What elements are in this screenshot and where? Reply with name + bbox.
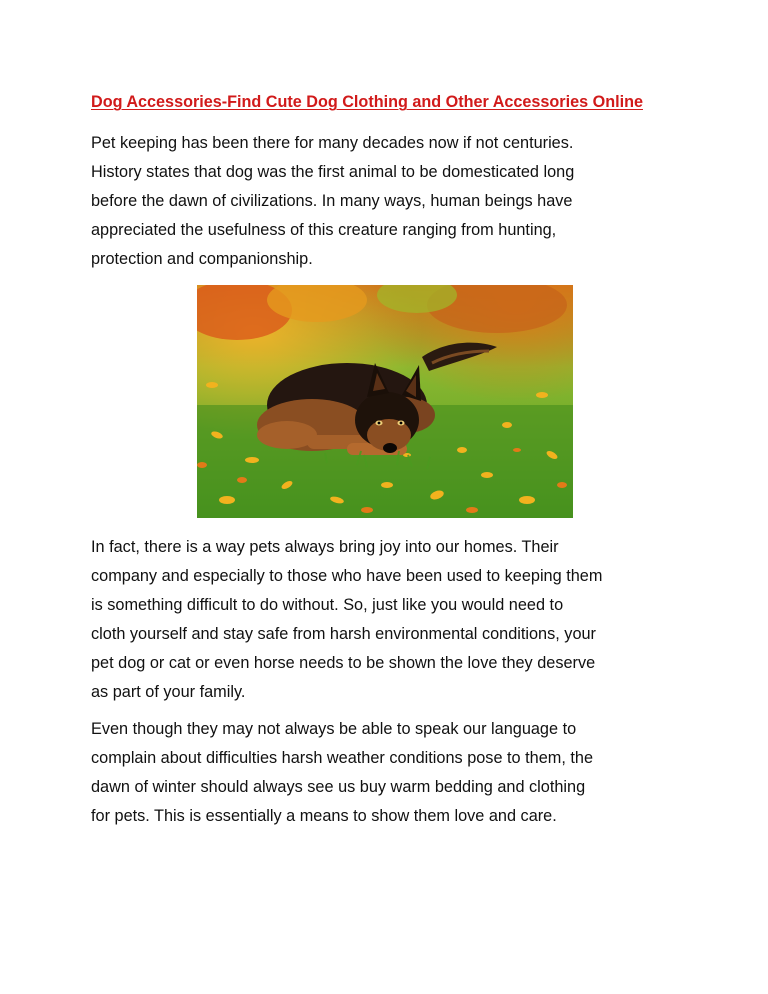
paragraph-line: appreciated the usefulness of this creature ranging from hunting, [91,221,557,239]
dog-photo [197,285,573,518]
paragraph-line: for pets. This is essentially a means to show them love and care. [91,807,557,825]
paragraph-line: is something difficult to do without. So, just like you would need to [91,596,564,614]
paragraph-joy [91,533,691,707]
paragraph-line: pet dog or cat or even horse needs to be shown the love they deserve [91,654,596,672]
paragraph-line: History states that dog was the first animal to be domesticated long [91,163,575,181]
dog-in-leaves-image [197,285,573,518]
paragraph-line: as part of your family. [91,683,246,701]
paragraph-line: Pet keeping has been there for many decades now if not centuries. [91,134,574,152]
paragraph-line: before the dawn of civilizations. In many ways, human beings have [91,192,573,210]
paragraph-line: company and especially to those who have been used to keeping them [91,567,603,585]
paragraph-line: complain about difficulties harsh weather conditions pose to them, the [91,749,593,767]
paragraph-intro [91,129,691,274]
document-title[interactable]: Dog Accessories-Find Cute Dog Clothing and Other Accessories Online [91,93,643,111]
paragraph-line: protection and companionship. [91,250,313,268]
paragraph-line: cloth yourself and stay safe from harsh environmental conditions, your [91,625,596,643]
paragraph-winter [91,715,691,831]
paragraph-line: Even though they may not always be able to speak our language to [91,720,577,738]
paragraph-line: In fact, there is a way pets always bring joy into our homes. Their [91,538,559,556]
paragraph-line: dawn of winter should always see us buy warm bedding and clothing [91,778,586,796]
